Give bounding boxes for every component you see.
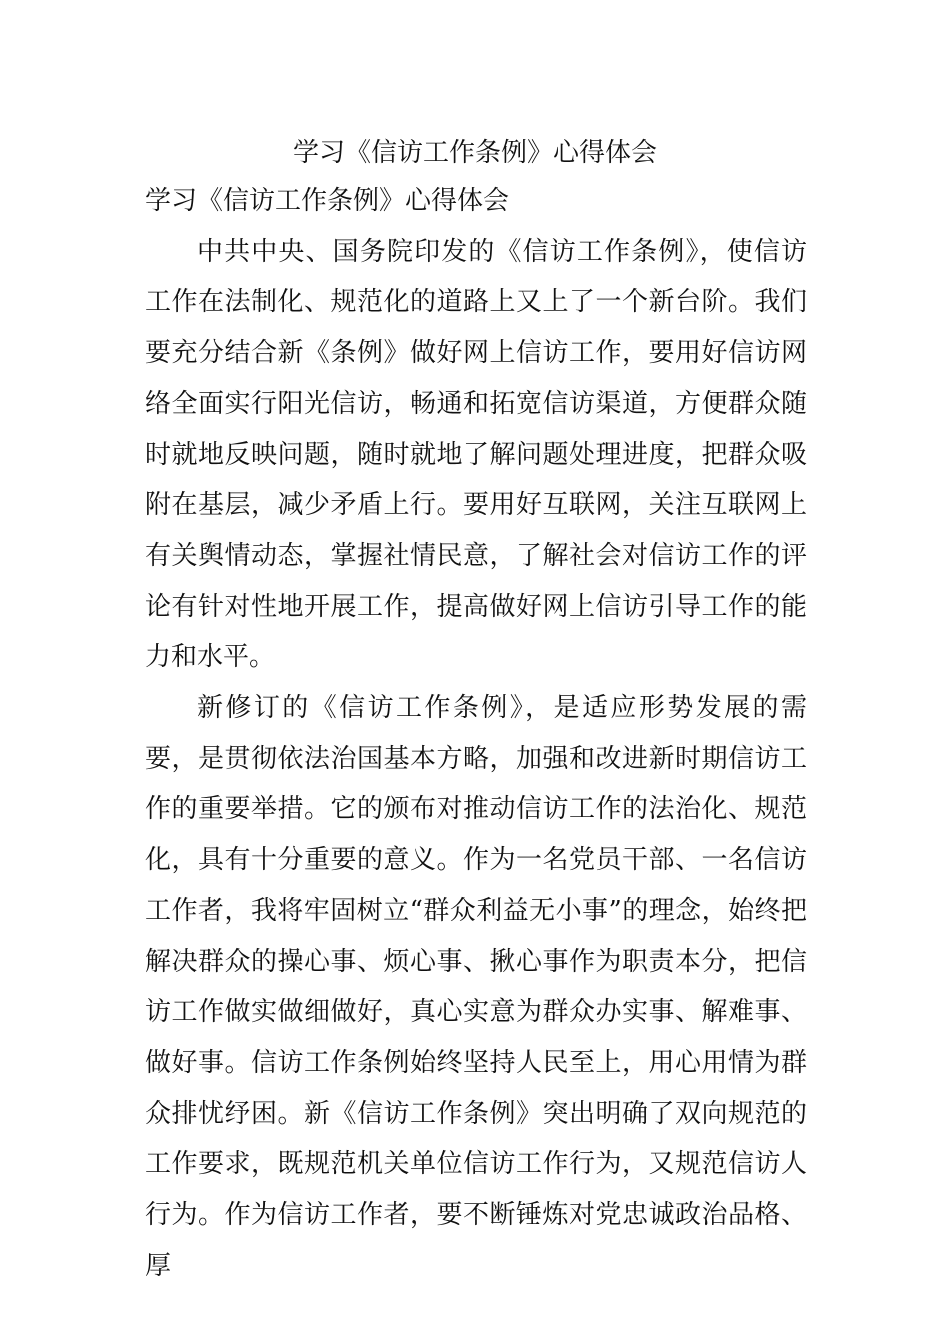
document-title: 学习《信访工作条例》心得体会 [292,138,657,168]
paragraph-2: 新修订的《信访工作条例》，是适应形势发展的需要，是贯彻依法治国基本方略，加强和改进新时期信访工作的重要举措。它的颁布对推动信访工作的法治化、规范化，具有十分重要的意义。作为一名党员干部、一名信访工作者，我将牢固树立“群众利益无小事”的理念，始终把解决群众的操心事、烦心事、揪心事作为职责本分，把信访工作做实做细做好，真心实意为群众办实事、解难事、做好事。信访工作条例始终坚持人民至上，用心用情为群众排忧纾困。新《信访工作条例》突出明确了双向规范的工作要求，既规范机关单位信访工作行为，又规范信访人行为。作为信访工作者，要不断锤炼对党忠诚政治品格、厚 [145,693,807,1281]
document-body [145,176,807,1291]
paragraph-1: 中共中央、国务院印发的《信访工作条例》，使信访工作在法制化、规范化的道路上又上了一个新台阶。我们要充分结合新《条例》做好网上信访工作，要用好信访网络全面实行阳光信访，畅通和拓宽信访渠道，方便群众随时就地反映问题，随时就地了解问题处理进度，把群众吸附在基层，减少矛盾上行。要用好互联网，关注互联网上有关舆情动态，掌握社情民意，了解社会对信访工作的评论有针对性地开展工作，提高做好网上信访引导工作的能力和水平。 [145,236,807,673]
document-subtitle: 学习《信访工作条例》心得体会 [145,186,510,216]
